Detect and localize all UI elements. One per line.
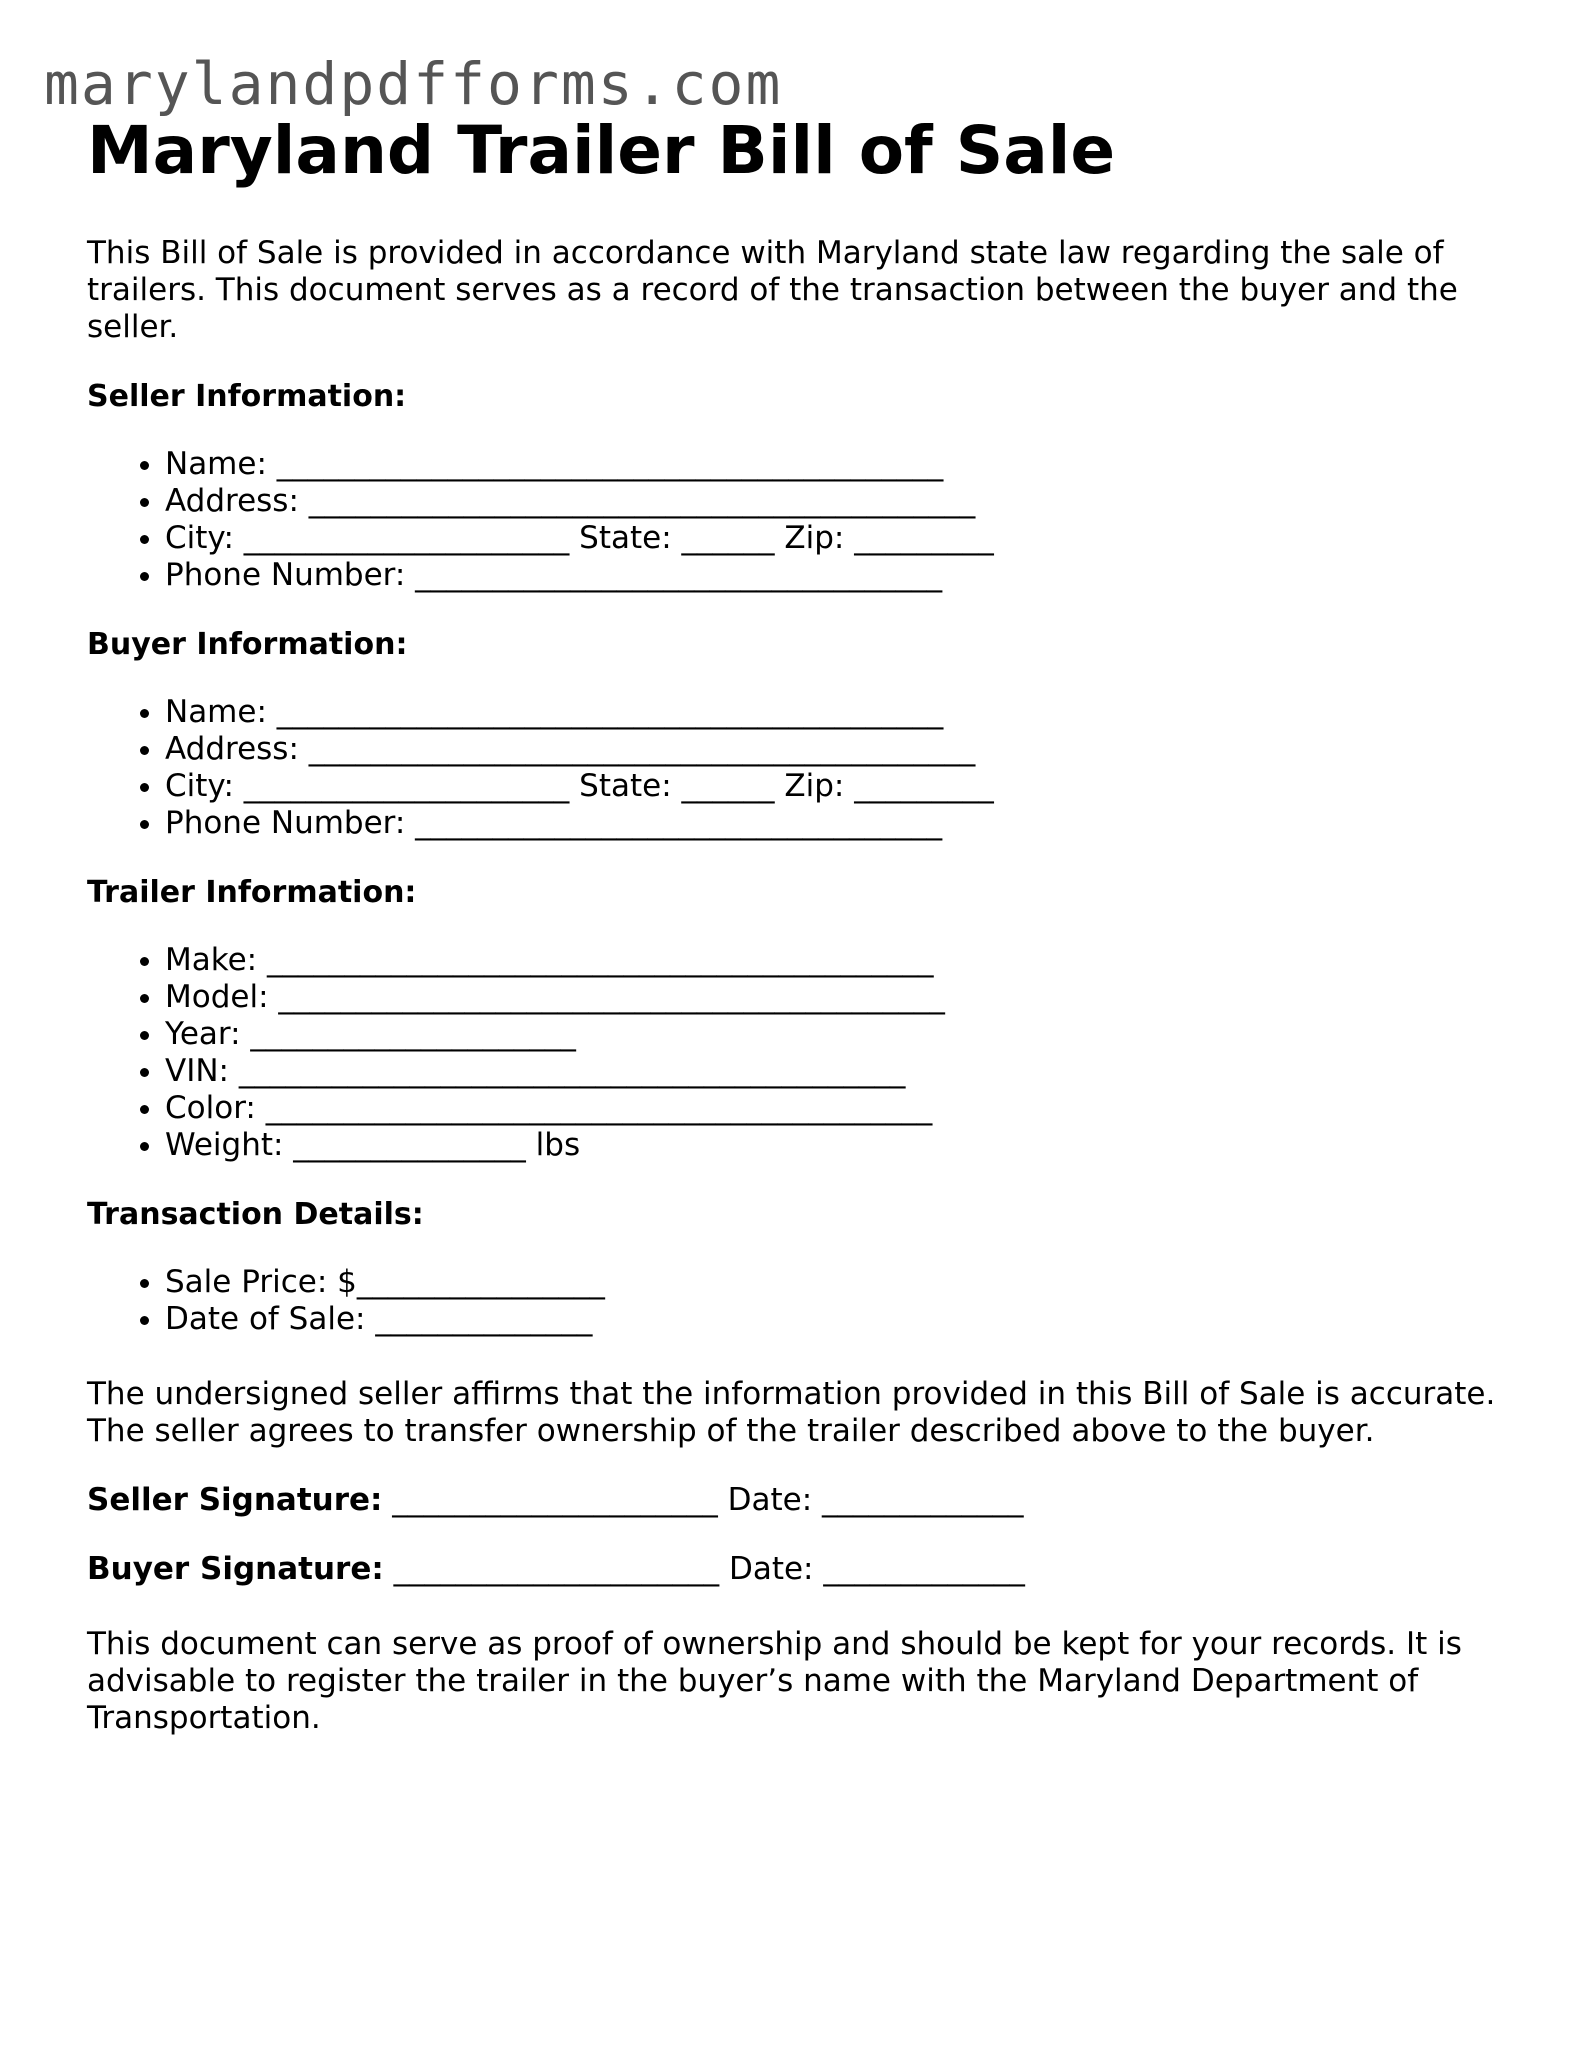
seller-signature-blanks: _____________________ Date: _____________: [382, 1482, 1024, 1518]
buyer-section-heading: Buyer Information:: [87, 627, 408, 662]
buyer-city-state-zip-field: • City: _____________________ State: ______ Zip: _________: [165, 768, 1527, 805]
seller-phone-field: • Phone Number: __________________________________: [165, 557, 1527, 594]
seller-signature-line: [87, 1482, 1527, 1519]
trailer-color-field: • Color: ___________________________________________: [165, 1090, 1527, 1127]
seller-field-list: [87, 446, 1527, 594]
buyer-signature-line: [87, 1551, 1527, 1588]
buyer-field-list: [87, 694, 1527, 842]
page-title: Maryland Trailer Bill of Sale: [87, 112, 1116, 189]
trailer-weight-field: • Weight: _______________ lbs: [165, 1127, 1527, 1164]
watermark: marylandpdfforms.com: [44, 50, 783, 118]
trailer-vin-field: • VIN: ___________________________________________: [165, 1053, 1527, 1090]
trailer-model-field: • Model: ___________________________________________: [165, 979, 1527, 1016]
date-of-sale-field: • Date of Sale: ______________: [165, 1301, 1527, 1338]
document-body: [87, 105, 1527, 1737]
buyer-address-field: • Address: ___________________________________________: [165, 731, 1527, 768]
intro-paragraph: This Bill of Sale is provided in accordance with Maryland state law regarding the sale of trailers. This document serves as a record of the transaction between the buyer and the seller.: [87, 235, 1458, 345]
trailer-make-field: • Make: ___________________________________________: [165, 942, 1527, 979]
buyer-signature-blanks: _____________________ Date: _____________: [383, 1551, 1025, 1587]
seller-address-field: • Address: ___________________________________________: [165, 483, 1527, 520]
seller-section-heading: Seller Information:: [87, 379, 407, 414]
buyer-phone-field: • Phone Number: __________________________________: [165, 805, 1527, 842]
affirmation-paragraph: The undersigned seller affirms that the information provided in this Bill of Sale is accurate. The seller agrees to transfer ownership of the trailer described above to the buyer.: [87, 1376, 1496, 1449]
footer-note-paragraph: This document can serve as proof of ownership and should be kept for your records. It is advisable to register the trailer in the buyer’s name with the Maryland Department of Transportation.: [87, 1626, 1462, 1736]
seller-signature-label: Seller Signature:: [87, 1482, 383, 1518]
trailer-section-heading: Trailer Information:: [87, 875, 417, 910]
buyer-name-field: • Name: ___________________________________________: [165, 694, 1527, 731]
seller-city-state-zip-field: • City: _____________________ State: ______ Zip: _________: [165, 520, 1527, 557]
buyer-signature-label: Buyer Signature:: [87, 1551, 384, 1587]
transaction-section-heading: Transaction Details:: [87, 1197, 424, 1232]
seller-name-field: • Name: ___________________________________________: [165, 446, 1527, 483]
trailer-year-field: • Year: _____________________: [165, 1016, 1527, 1053]
trailer-field-list: [87, 942, 1527, 1164]
transaction-field-list: [87, 1264, 1527, 1338]
sale-price-field: • Sale Price: $________________: [165, 1264, 1527, 1301]
